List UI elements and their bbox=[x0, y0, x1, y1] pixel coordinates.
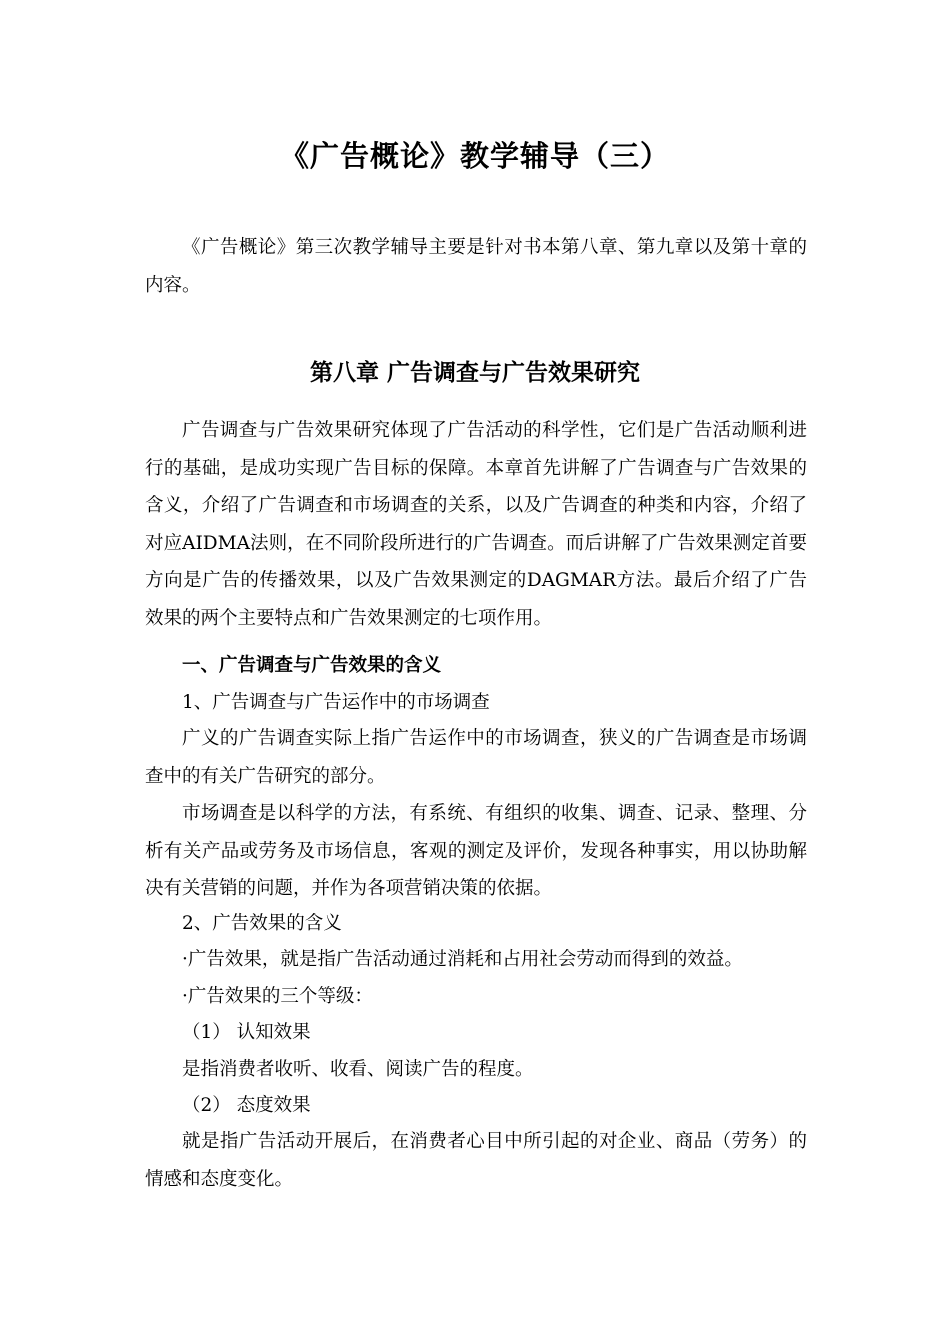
body-paragraph: 广义的广告调查实际上指广告运作中的市场调查，狭义的广告调查是市场调查中的有关广告研究的部分。 bbox=[145, 728, 807, 787]
level-label: （2） 态度效果 bbox=[182, 1095, 311, 1116]
subsection-heading: 2、广告效果的含义 bbox=[182, 913, 342, 934]
subsection-heading: 1、广告调查与广告运作中的市场调查 bbox=[182, 692, 490, 713]
bullet-item: ·广告效果，就是指广告活动通过消耗和占用社会劳动而得到的效益。 bbox=[182, 949, 743, 970]
bullet-item: ·广告效果的三个等级： bbox=[182, 986, 373, 1007]
level-description: 是指消费者收听、收看、阅读广告的程度。 bbox=[182, 1059, 534, 1080]
document-title: 《广告概论》教学辅导（三） bbox=[279, 139, 670, 173]
section-heading: 一、广告调查与广告效果的含义 bbox=[182, 655, 442, 676]
chapter-summary-paragraph: 广告调查与广告效果研究体现了广告活动的科学性，它们是广告活动顺利进行的基础，是成功实现广告目标的保障。本章首先讲解了广告调查与广告效果的含义，介绍了广告调查和市场调查的关系，以及广告调查的种类和内容，介绍了对应AIDMA法则，在不同阶段所进行的广告调查。而后讲解了广告效果测定首要方向是广告的传播效果，以及广告效果测定的DAGMAR方法。最后介绍了广告效果的两个主要特点和广告效果测定的七项作用。 bbox=[145, 420, 807, 629]
level-label: （1） 认知效果 bbox=[182, 1022, 311, 1043]
body-paragraph: 就是指广告活动开展后，在消费者心目中所引起的对企业、商品（劳务）的情感和态度变化。 bbox=[145, 1131, 807, 1190]
intro-paragraph: 《广告概论》第三次教学辅导主要是针对书本第八章、第九章以及第十章的内容。 bbox=[145, 237, 807, 296]
chapter-title: 第八章 广告调查与广告效果研究 bbox=[309, 359, 640, 386]
body-paragraph: 市场调查是以科学的方法，有系统、有组织的收集、调查、记录、整理、分析有关产品或劳务及市场信息，客观的测定及评价，发现各种事实，用以协助解决有关营销的问题，并作为各项营销决策的依据。 bbox=[145, 803, 807, 899]
